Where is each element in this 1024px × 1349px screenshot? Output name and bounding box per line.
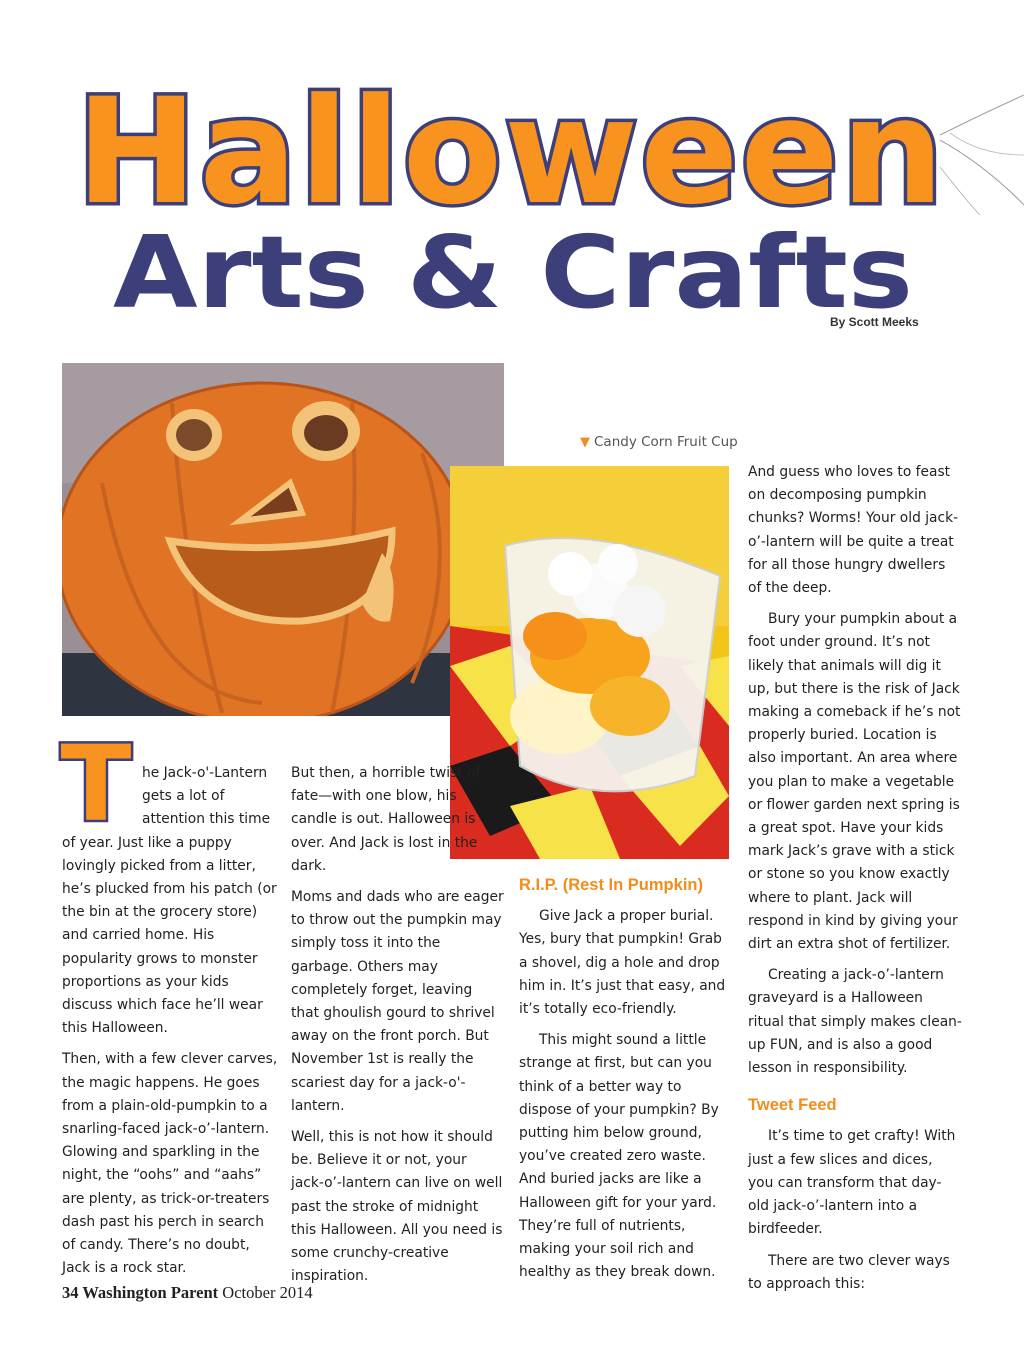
- column-2: [291, 762, 504, 1296]
- lead-line-1: he Jack-o'-Lantern: [142, 765, 268, 781]
- paragraph: But then, a horrible twist of fate—with one blow, his candle is out. Halloween is over. And Jack is lost in the dark.: [291, 765, 481, 874]
- caption-text: Candy Corn Fruit Cup: [594, 434, 738, 450]
- photo-caption: [580, 434, 738, 450]
- column-4: [748, 461, 962, 1304]
- paragraph: Moms and dads who are eager to throw out the pumpkin may simply toss it into the garbage. Others may completely forget, leaving that ghoulish gourd to shrivel away on the front porch. But November 1st is really the scariest day for a jack-o'-lantern.: [291, 889, 504, 1114]
- lead-line-2: gets a lot of: [142, 788, 225, 805]
- page-footer: [62, 1283, 313, 1303]
- section-heading-rip: R.I.P. (Rest In Pumpkin): [519, 876, 703, 894]
- drop-cap-letter: T: [60, 738, 132, 828]
- lead-line-3: attention this time: [142, 811, 271, 828]
- title-halloween: [66, 74, 956, 224]
- paragraph: Bury your pumpkin about a foot under ground. It’s not likely that animals will dig it up, but there is the risk of Jack making a comeback if he’s not properly buried. Location is also important. An area where you plan to make a vegetable or flower garden next spring is a great spot. Have your kids mark Jack’s grave with a stick or stone so you know exactly where to plant. Jack will respond in kind by giving your dirt an extra shot of fertilizer.: [748, 611, 961, 953]
- paragraph: Give Jack a proper burial. Yes, bury that pumpkin! Grab a shovel, dig a hole and drop him in. It’s just that easy, and it’s totally eco-friendly.: [519, 908, 726, 1018]
- issue-date: October 2014: [222, 1283, 313, 1302]
- paragraph: This might sound a little strange at first, but can you think of a better way to dispose of your pumpkin? By putting him below ground, you’ve created zero waste. And buried jacks are like a Halloween gift for your yard. They’re full of nutrients, making your soil rich and healthy as they break down.: [519, 1032, 719, 1281]
- paragraph: Creating a jack-o’-lantern graveyard is a Halloween ritual that simply makes clean-up FUN, and is also a good lesson in responsibility.: [748, 967, 962, 1077]
- title-line1: Halloween: [76, 74, 946, 224]
- byline: By Scott Meeks: [830, 315, 919, 329]
- paragraph: of year. Just like a puppy lovingly picked from a litter, he’s plucked from his patch (or the bin at the grocery store) and carried home. His popularity grows to monster proportions as your kids discuss which face he’ll wear this Halloween.: [62, 834, 277, 1037]
- paragraph: Well, this is not how it should be. Believe it or not, your jack-o’-lantern can live on well past the stroke of midnight this Halloween. All you need is some crunchy-creative inspiration.: [291, 1129, 503, 1285]
- pumpkin-photo: [62, 363, 504, 716]
- title-line2: Arts & Crafts: [113, 222, 913, 322]
- paragraph: And guess who loves to feast on decomposing pumpkin chunks? Worms! Your old jack-o’-lantern will be quite a treat for all those hungry dwellers of the deep.: [748, 464, 959, 597]
- page-number-publication: 34 Washington Parent: [62, 1283, 219, 1302]
- triangle-down-icon: ▼: [580, 435, 590, 450]
- column-3: [519, 874, 733, 1292]
- paragraph: There are two clever ways to approach this:: [748, 1252, 950, 1292]
- column-1: [62, 762, 280, 1288]
- section-heading-tweet-feed: Tweet Feed: [748, 1096, 837, 1115]
- paragraph: It’s time to get crafty! With just a few slices and dices, you can transform that day-old jack-o’-lantern into a birdfeeder.: [748, 1128, 956, 1238]
- paragraph: Then, with a few clever carves, the magic happens. He goes from a plain-old-pumpkin to a snarling-faced jack-o’-lantern. Glowing and sparkling in the night, the “oohs” and “aahs” are plenty, as trick-or-treaters dash past his perch in search of candy. There’s no doubt, Jack is a rock star.: [62, 1051, 278, 1277]
- title-arts-crafts: [108, 222, 918, 322]
